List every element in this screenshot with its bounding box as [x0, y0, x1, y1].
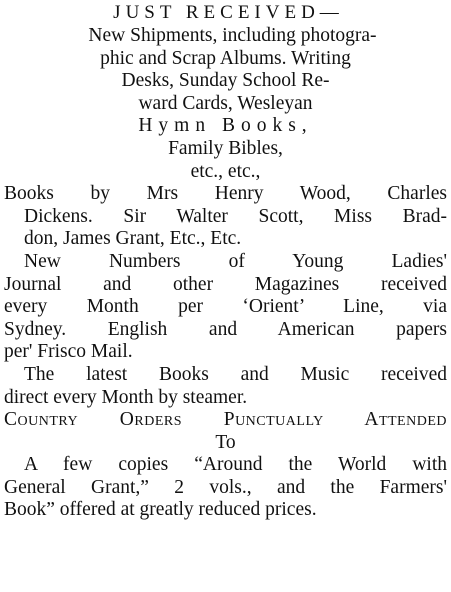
text-line: ward Cards, Wesleyan	[138, 92, 313, 114]
text-line: Dickens. Sir Walter Scott, Miss Brad-	[24, 205, 447, 227]
text-line: every Month per ‘Orient’ Line, via	[4, 296, 447, 318]
paragraph-authors	[4, 183, 447, 251]
paragraph-new-numbers	[4, 251, 447, 364]
text-line: New Shipments, including photogra-	[88, 25, 377, 46]
text-line: Hymn Books,	[138, 115, 313, 137]
ad-heading: JUST RECEIVED—	[113, 2, 344, 23]
text-line: A few copies “Around the World with	[24, 454, 447, 476]
paragraph-shipments	[4, 25, 447, 183]
text-line: Country Orders Punctually Attended	[4, 409, 447, 431]
text-line: New Numbers of Young Ladies'	[24, 250, 447, 272]
text-line: The latest Books and Music received	[24, 363, 447, 385]
text-line: Desks, Sunday School Re-	[121, 70, 330, 92]
text-line: phic and Scrap Albums. Writing	[100, 47, 351, 69]
text-line: don, James Grant, Etc., Etc.	[24, 228, 242, 250]
text-line: General Grant,” 2 vols., and the Farmers'	[4, 476, 447, 498]
text-line: Sydney. English and American papers	[4, 318, 447, 340]
paragraph-copies	[4, 454, 447, 522]
text-line: etc., etc.,	[190, 160, 261, 182]
text-line: Book” offered at greatly reduced prices.	[4, 499, 317, 521]
text-line: direct every Month by steamer.	[4, 386, 248, 408]
text-line: To	[215, 431, 236, 453]
paragraph-country-orders	[4, 409, 447, 454]
text-line: Journal and other Magazines received	[4, 273, 447, 295]
text-line: per' Frisco Mail.	[4, 341, 133, 363]
text-line: Books by Mrs Henry Wood, Charles	[4, 183, 447, 205]
paragraph-latest	[4, 364, 447, 409]
text-line: Family Bibles,	[168, 137, 283, 159]
